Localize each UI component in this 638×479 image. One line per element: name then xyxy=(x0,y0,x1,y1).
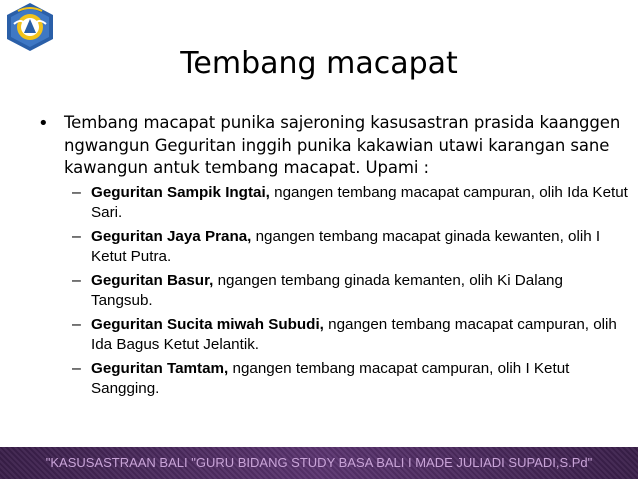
item-title: Geguritan Basur, xyxy=(91,271,214,289)
list-item xyxy=(72,183,628,224)
footer-bar xyxy=(0,447,638,479)
item-description: ngangen tembang macapat campuran, olih I Ketut Sangging. xyxy=(91,359,570,397)
item-title: Geguritan Jaya Prana, xyxy=(91,227,252,245)
item-description: ngangen tembang macapat campuran, olih Ida Ketut Sari. xyxy=(91,183,628,221)
item-description: ngangen tembang macapat ginada kewanten, olih I Ketut Putra. xyxy=(91,227,601,265)
bullet-dot-icon: • xyxy=(38,113,49,134)
dash-icon: – xyxy=(72,271,81,289)
footer-text: "KASUSASTRAAN BALI "GURU BIDANG STUDY BASA BALI I MADE JULIADI SUPADI,S.Pd" xyxy=(45,455,593,470)
sub-bullet-list xyxy=(72,183,628,400)
dash-icon: – xyxy=(72,359,81,377)
dash-icon: – xyxy=(72,315,81,333)
item-description: ngangen tembang ginada kemanten, olih Ki Dalang Tangsub. xyxy=(91,271,563,309)
list-item xyxy=(72,359,628,400)
item-title: Geguritan Tamtam, xyxy=(91,359,229,377)
list-item xyxy=(72,227,628,268)
dash-icon: – xyxy=(72,183,81,201)
slide-title: Tembang macapat xyxy=(180,46,458,81)
main-bullet-text: Tembang macapat punika sajeroning kasusastran prasida kaanggen ngwangun Geguritan inggih punika kakawian utawi karangan sane kawangun antuk tembang macapat. Upami : xyxy=(64,113,621,177)
list-item xyxy=(72,271,628,312)
slide-content xyxy=(38,112,628,403)
dash-icon: – xyxy=(72,227,81,245)
item-title: Geguritan Sampik Ingtai, xyxy=(91,183,270,201)
main-bullet xyxy=(38,112,628,180)
list-item xyxy=(72,315,628,356)
item-description: ngangen tembang macapat campuran, olih Ida Bagus Ketut Jelantik. xyxy=(91,315,617,353)
item-title: Geguritan Sucita miwah Subudi, xyxy=(91,315,324,333)
